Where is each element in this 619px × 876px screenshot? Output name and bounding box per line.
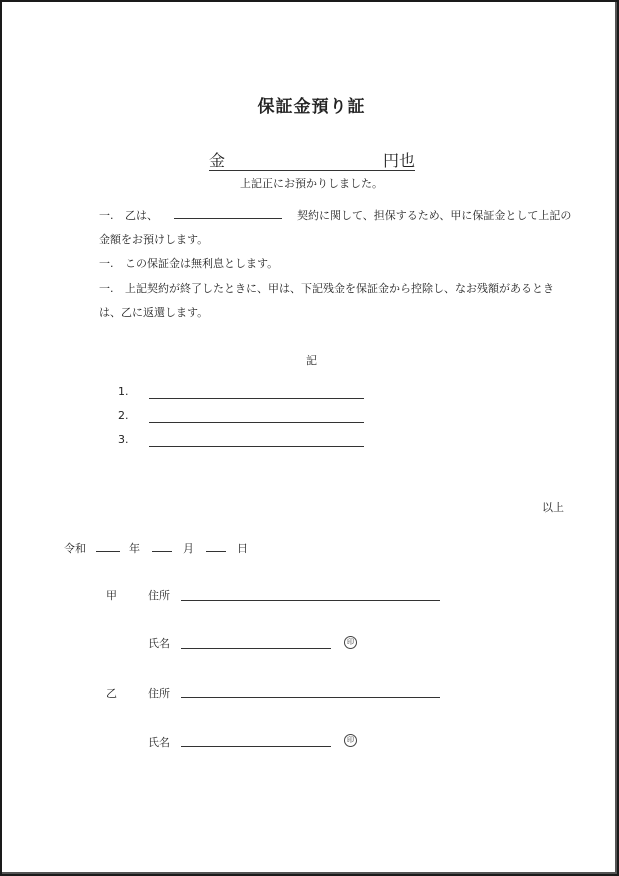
day-label: 日 — [237, 542, 248, 555]
seal-icon: 印 — [344, 636, 357, 649]
clause-1-line-1 — [99, 207, 571, 223]
party-kou-name-label: 氏名 — [148, 637, 170, 650]
month-blank[interactable] — [152, 551, 172, 552]
year-label: 年 — [129, 542, 140, 555]
party-kou-address-label: 住所 — [148, 589, 170, 602]
item-3-blank[interactable] — [149, 446, 364, 447]
party-kou-role: 甲 — [106, 589, 117, 602]
clause-2-text: この保証金は無利息とします。 — [125, 257, 279, 270]
clause-3-line-1 — [99, 280, 554, 296]
party-otsu-address-label: 住所 — [148, 687, 170, 700]
item-number: 3. — [118, 433, 129, 446]
clause-1-text-after: 契約に関して、担保するため、甲に保証金として上記の — [297, 209, 572, 222]
party-otsu-name-field[interactable] — [181, 746, 331, 747]
party-otsu-name-label: 氏名 — [148, 736, 170, 749]
clause-2 — [99, 255, 278, 271]
document-title: 保証金預り証 — [257, 97, 366, 117]
clause-bullet: 一. — [99, 282, 114, 295]
date-era: 令和 — [64, 542, 86, 555]
ijo-closing: 以上 — [542, 501, 564, 514]
seal-icon: 印 — [344, 734, 357, 747]
item-2-blank[interactable] — [149, 422, 364, 423]
contract-name-blank[interactable] — [174, 218, 282, 219]
item-number: 1. — [118, 385, 129, 398]
clause-bullet: 一. — [99, 257, 114, 270]
party-kou-address-field[interactable] — [181, 600, 440, 601]
item-1-blank[interactable] — [149, 398, 364, 399]
party-kou-name-field[interactable] — [181, 648, 331, 649]
ki-heading: 記 — [306, 354, 317, 367]
clause-3-line-2: は、乙に返還します。 — [99, 306, 209, 319]
clause-1-line-2: 金額をお預けします。 — [99, 233, 209, 246]
amount-prefix: 金 — [209, 151, 226, 170]
item-number: 2. — [118, 409, 129, 422]
received-statement: 上記正にお預かりしました。 — [240, 177, 383, 190]
party-otsu-role: 乙 — [106, 687, 117, 700]
party-otsu-address-field[interactable] — [181, 697, 440, 698]
amount-suffix: 円也 — [382, 151, 415, 170]
day-blank[interactable] — [206, 551, 226, 552]
clause-3-text: 上記契約が終了したときに、甲は、下記残金を保証金から控除し、なお残額があるとき — [125, 282, 554, 295]
date-line — [64, 540, 248, 556]
clause-bullet: 一. — [99, 209, 114, 222]
amount-field[interactable] — [209, 148, 415, 171]
year-blank[interactable] — [96, 551, 120, 552]
clause-1-text-before: 乙は、 — [125, 209, 158, 222]
month-label: 月 — [183, 542, 194, 555]
